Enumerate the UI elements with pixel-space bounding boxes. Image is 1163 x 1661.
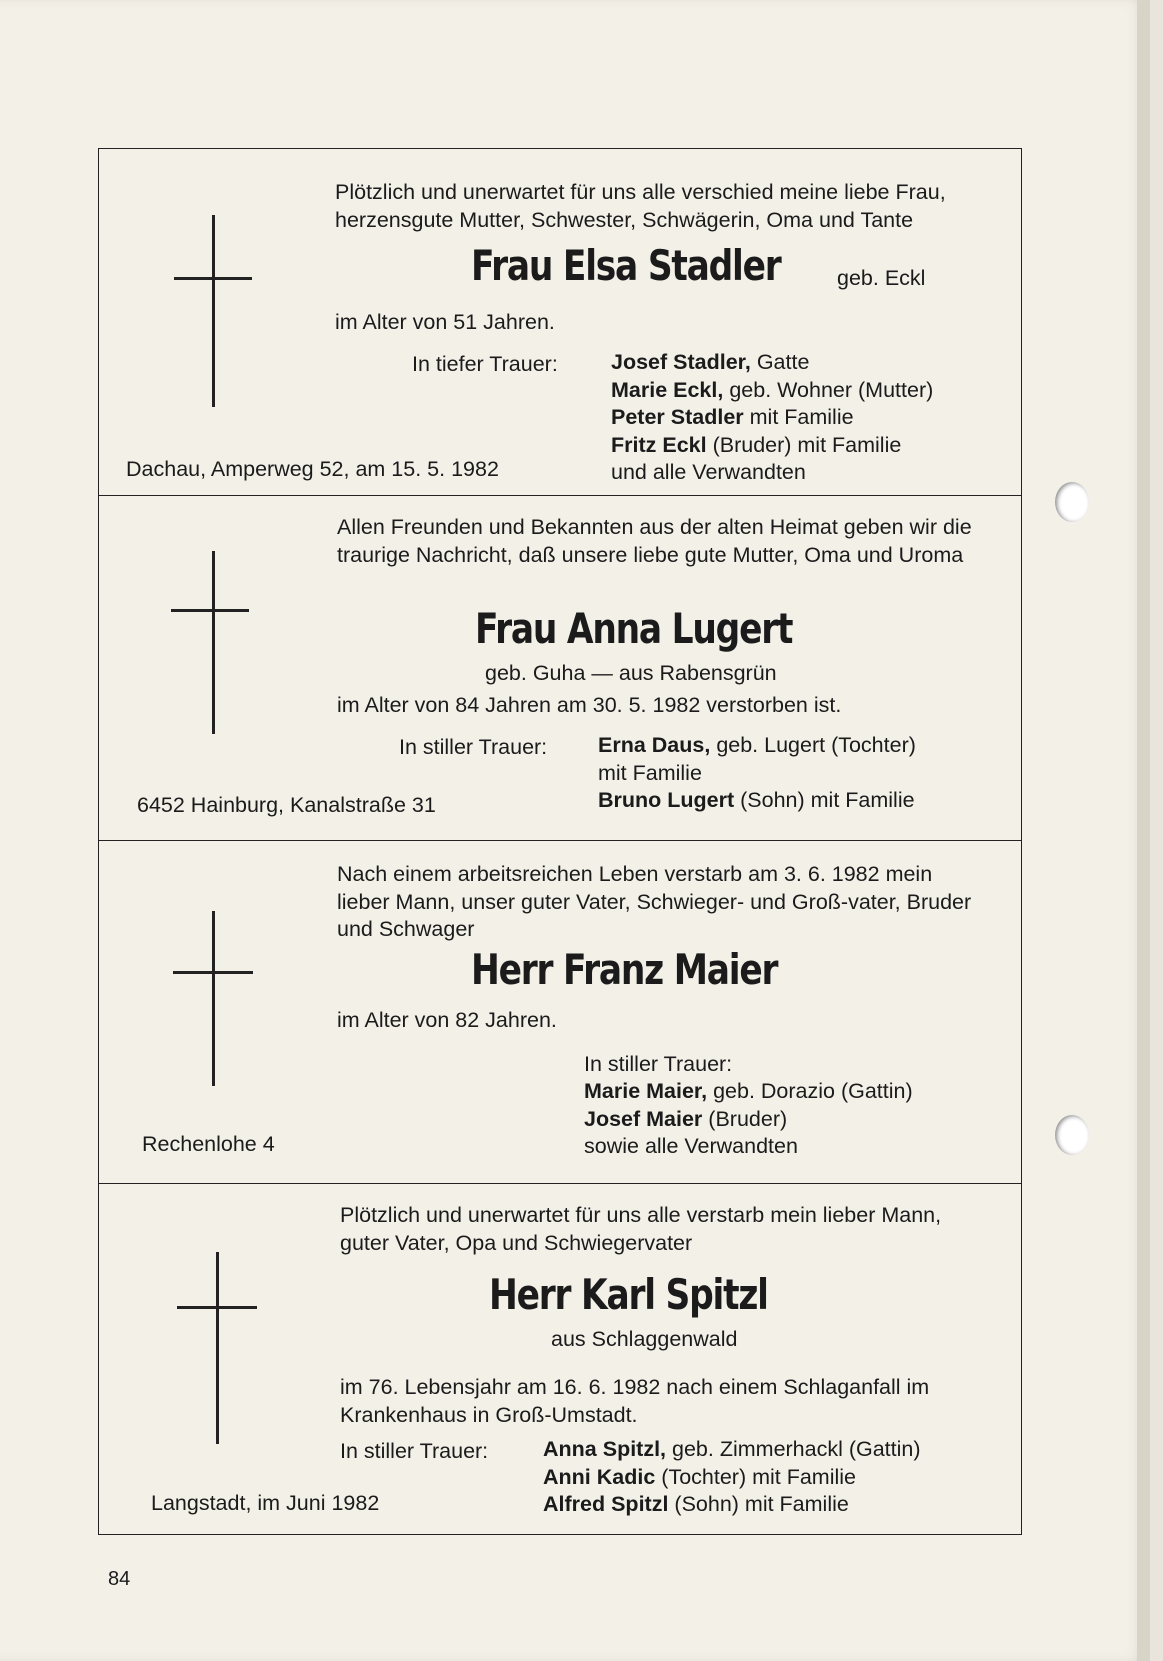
- age-line: im 76. Lebensjahr am 16. 6. 1982 nach einem Schlaganfall im Krankenhaus in Groß-Umstadt.: [340, 1375, 930, 1427]
- mourner-line: Bruno Lugert (Sohn) mit Familie: [598, 788, 915, 812]
- punch-hole: [1055, 482, 1089, 522]
- place-date: Dachau, Amperweg 52, am 15. 5. 1982: [126, 457, 499, 481]
- mourner-line: Josef Maier (Bruder): [584, 1106, 788, 1131]
- mourner-list: [611, 349, 933, 487]
- cross-icon-bar: [174, 277, 252, 280]
- mourner-line: Anna Spitzl, geb. Zimmerhackl (Gattin): [543, 1437, 921, 1461]
- mourner-line: Marie Maier, geb. Dorazio (Gattin): [584, 1079, 913, 1103]
- mourning-label: In stiller Trauer:: [399, 735, 548, 759]
- cross-icon-bar: [173, 971, 253, 974]
- obituary-intro: Plötzlich und unerwartet für uns alle verschied meine liebe Frau, herzensgute Mutter, Schwester, Schwägerin, Oma und Tante: [335, 180, 946, 232]
- mourner-line: Anni Kadic (Tochter) mit Familie: [543, 1464, 856, 1489]
- name-subline: geb. Guha — aus Rabensgrün: [485, 661, 777, 685]
- cross-icon: [212, 551, 215, 734]
- mourner-list: [584, 1078, 913, 1161]
- page-number: 84: [108, 1568, 131, 1590]
- age-line: im Alter von 51 Jahren.: [335, 310, 555, 334]
- place-date: Rechenlohe 4: [142, 1132, 275, 1156]
- name-subline: aus Schlaggenwald: [551, 1327, 738, 1351]
- mourner-line: und alle Verwandten: [611, 460, 806, 484]
- place-date: Langstadt, im Juni 1982: [151, 1491, 380, 1515]
- mourner-line: Alfred Spitzl (Sohn) mit Familie: [543, 1492, 849, 1516]
- deceased-name: Herr Karl Spitzl: [489, 1270, 768, 1319]
- mourner-list: [543, 1436, 921, 1519]
- place-date: 6452 Hainburg, Kanalstraße 31: [137, 793, 436, 817]
- punch-hole: [1055, 1115, 1089, 1155]
- mourner-line: Josef Stadler, Gatte: [611, 350, 810, 374]
- mourner-line: Peter Stadler mit Familie: [611, 405, 854, 429]
- deceased-name: Herr Franz Maier: [471, 945, 778, 994]
- mourner-line: mit Familie: [598, 760, 702, 785]
- binding-edge: [1137, 0, 1150, 1661]
- mourner-list: [598, 732, 916, 815]
- obituary-notice: [99, 149, 1021, 496]
- obituary-intro: Nach einem arbeitsreichen Leben verstarb am 3. 6. 1982 mein lieber Mann, unser guter Vater, Schwieger- und Groß-vater, Bruder und Schwager: [337, 862, 972, 941]
- mourning-label: In stiller Trauer:: [340, 1439, 489, 1463]
- obituary-notice: [99, 841, 1021, 1184]
- obituary-notice: [99, 496, 1021, 841]
- age-line: im Alter von 82 Jahren.: [337, 1008, 557, 1032]
- obituary-intro: Plötzlich und unerwartet für uns alle verstarb mein lieber Mann, guter Vater, Opa und Schwiegervater: [340, 1203, 942, 1255]
- mourner-line: Fritz Eckl (Bruder) mit Familie: [611, 432, 902, 457]
- maiden-name: geb. Eckl: [837, 266, 926, 290]
- mourning-label: In tiefer Trauer:: [412, 352, 558, 376]
- cross-icon: [216, 1252, 219, 1444]
- cross-icon-bar: [171, 609, 249, 612]
- mourning-label: In stiller Trauer:: [584, 1052, 733, 1076]
- deceased-name: Frau Anna Lugert: [475, 604, 793, 653]
- obituary-frame: [98, 148, 1022, 1535]
- cross-icon-bar: [177, 1306, 257, 1309]
- mourner-line: Marie Eckl, geb. Wohner (Mutter): [611, 377, 934, 402]
- cross-icon: [212, 215, 215, 407]
- age-line: im Alter von 84 Jahren am 30. 5. 1982 verstorben ist.: [337, 693, 842, 717]
- obituary-intro: Allen Freunden und Bekannten aus der alten Heimat geben wir die traurige Nachricht, daß unsere liebe gute Mutter, Oma und Uroma: [337, 515, 972, 567]
- mourner-line: sowie alle Verwandten: [584, 1134, 798, 1158]
- mourner-line: Erna Daus, geb. Lugert (Tochter): [598, 733, 916, 757]
- deceased-name: Frau Elsa Stadler: [471, 241, 781, 290]
- obituary-notice: [99, 1184, 1021, 1534]
- cross-icon: [212, 911, 215, 1086]
